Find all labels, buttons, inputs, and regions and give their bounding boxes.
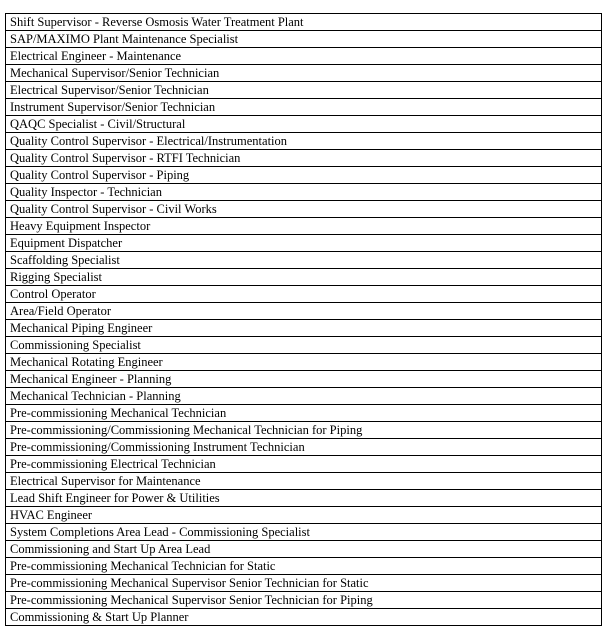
table-row [6, 558, 602, 575]
position-title-cell: Quality Control Supervisor - Civil Works [6, 201, 602, 218]
table-row [6, 592, 602, 609]
position-title-cell: QAQC Specialist - Civil/Structural [6, 116, 602, 133]
table-row [6, 116, 602, 133]
table-row [6, 14, 602, 31]
position-title-cell: Pre-commissioning Mechanical Supervisor Senior Technician for Piping [6, 592, 602, 609]
position-title-cell: Lead Shift Engineer for Power & Utilities [6, 490, 602, 507]
position-title-cell: Heavy Equipment Inspector [6, 218, 602, 235]
table-row [6, 354, 602, 371]
position-title-cell: SAP/MAXIMO Plant Maintenance Specialist [6, 31, 602, 48]
table-row [6, 473, 602, 490]
position-title-cell: Commissioning and Start Up Area Lead [6, 541, 602, 558]
position-title-cell: Pre-commissioning/Commissioning Instrument Technician [6, 439, 602, 456]
position-title-cell: Pre-commissioning/Commissioning Mechanical Technician for Piping [6, 422, 602, 439]
table-row [6, 507, 602, 524]
table-row [6, 235, 602, 252]
position-title-cell: Mechanical Piping Engineer [6, 320, 602, 337]
position-title-cell: Electrical Supervisor/Senior Technician [6, 82, 602, 99]
position-title-cell: Rigging Specialist [6, 269, 602, 286]
table-row [6, 167, 602, 184]
position-title-cell: Shift Supervisor - Reverse Osmosis Water Treatment Plant [6, 14, 602, 31]
position-title-cell: Quality Control Supervisor - Electrical/Instrumentation [6, 133, 602, 150]
table-row [6, 439, 602, 456]
position-title-cell: Scaffolding Specialist [6, 252, 602, 269]
table-row [6, 490, 602, 507]
table-row [6, 201, 602, 218]
table-row [6, 65, 602, 82]
position-title-cell: Mechanical Engineer - Planning [6, 371, 602, 388]
table-row [6, 524, 602, 541]
table-row [6, 405, 602, 422]
table-row [6, 48, 602, 65]
position-title-cell: Commissioning Specialist [6, 337, 602, 354]
table-row [6, 575, 602, 592]
position-title-cell: System Completions Area Lead - Commissioning Specialist [6, 524, 602, 541]
table-row [6, 303, 602, 320]
table-row [6, 388, 602, 405]
job-positions-table [5, 13, 602, 626]
position-title-cell: Mechanical Technician - Planning [6, 388, 602, 405]
table-row [6, 99, 602, 116]
position-title-cell: Mechanical Rotating Engineer [6, 354, 602, 371]
table-row [6, 371, 602, 388]
table-row [6, 286, 602, 303]
table-row [6, 184, 602, 201]
position-title-cell: Instrument Supervisor/Senior Technician [6, 99, 602, 116]
position-title-cell: Pre-commissioning Electrical Technician [6, 456, 602, 473]
table-row [6, 456, 602, 473]
table-row [6, 252, 602, 269]
position-title-cell: Pre-commissioning Mechanical Technician [6, 405, 602, 422]
position-title-cell: Quality Control Supervisor - Piping [6, 167, 602, 184]
position-title-cell: HVAC Engineer [6, 507, 602, 524]
position-title-cell: Electrical Supervisor for Maintenance [6, 473, 602, 490]
position-title-cell: Control Operator [6, 286, 602, 303]
position-title-cell: Quality Control Supervisor - RTFI Technician [6, 150, 602, 167]
position-title-cell: Equipment Dispatcher [6, 235, 602, 252]
table-row [6, 541, 602, 558]
table-row [6, 82, 602, 99]
table-row [6, 609, 602, 626]
position-title-cell: Commissioning & Start Up Planner [6, 609, 602, 626]
table-row [6, 133, 602, 150]
table-row [6, 31, 602, 48]
position-title-cell: Pre-commissioning Mechanical Technician for Static [6, 558, 602, 575]
table-row [6, 269, 602, 286]
table-row [6, 422, 602, 439]
position-title-cell: Pre-commissioning Mechanical Supervisor Senior Technician for Static [6, 575, 602, 592]
position-title-cell: Quality Inspector - Technician [6, 184, 602, 201]
table-row [6, 150, 602, 167]
job-positions-table-body [6, 14, 602, 626]
position-title-cell: Mechanical Supervisor/Senior Technician [6, 65, 602, 82]
table-row [6, 337, 602, 354]
position-title-cell: Electrical Engineer - Maintenance [6, 48, 602, 65]
table-row [6, 320, 602, 337]
position-title-cell: Area/Field Operator [6, 303, 602, 320]
table-row [6, 218, 602, 235]
